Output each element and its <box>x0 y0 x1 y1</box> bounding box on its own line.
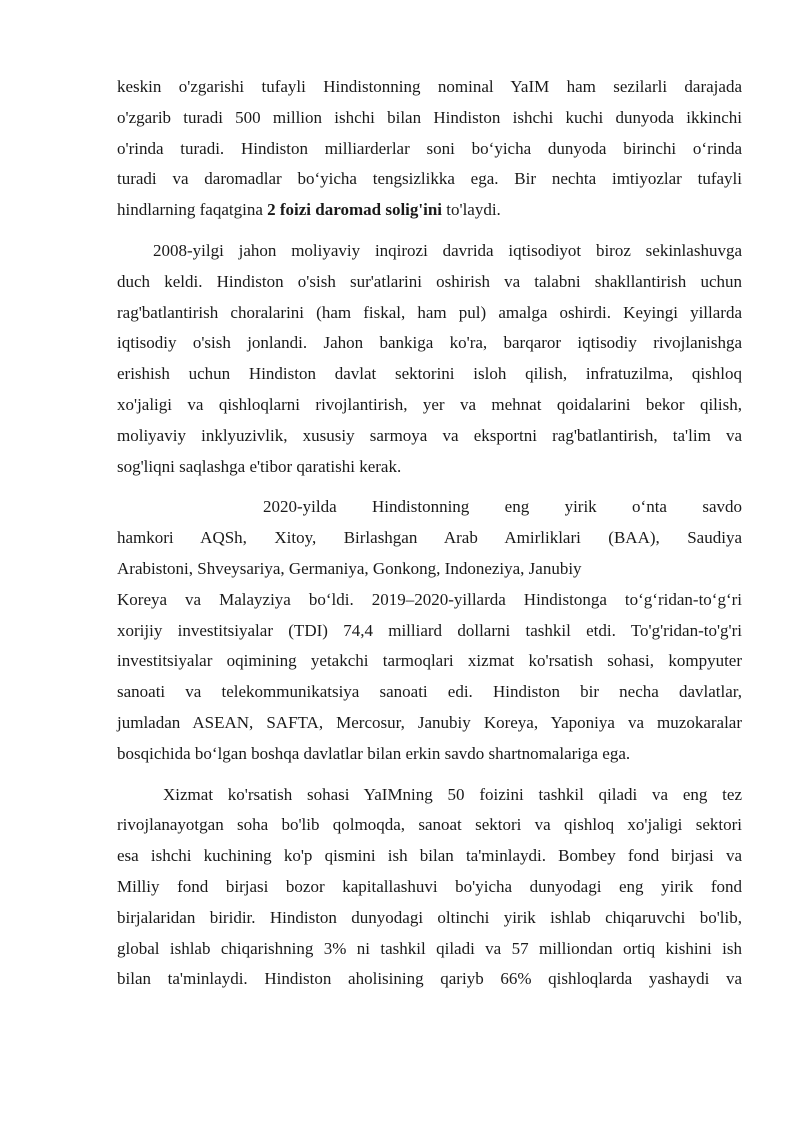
text-line: xo'jaligi va qishloqlarni rivojlantirish, yer va mehnat qoidalarini bekor qilish, <box>117 394 742 414</box>
document-body <box>117 72 742 1005</box>
text-line: investitsiyalar oqimining yetakchi tarmoqlari xizmat ko'rsatish sohasi, kompyuter <box>117 651 742 671</box>
bold-phrase: 2 foizi daromad solig'ini <box>267 200 443 220</box>
text-line: o'rinda turadi. Hindiston milliarderlar soni boʻyicha dunyoda birinchi oʻrinda <box>117 138 742 158</box>
text-line: Milliy fond birjasi bozor kapitallashuvi bo'yicha dunyodagi eng yirik fond <box>117 876 742 896</box>
text-line: bosqichida boʻlgan boshqa davlatlar bilan erkin savdo shartnomalariga ega. <box>117 743 631 763</box>
text-line: xorijiy investitsiyalar (TDI) 74,4 milliard dollarni tashkil etdi. To'g'ridan-to'g'ri <box>117 620 742 640</box>
text-line: turadi va daromadlar boʻyicha tengsizlikka ega. Bir nechta imtiyozlar tufayli <box>117 169 742 189</box>
text-segment: hindlarning faqatgina <box>117 200 268 220</box>
text-line: sog'liqni saqlashga e'tibor qaratishi kerak. <box>117 456 402 476</box>
text-line: sanoati va telekommunikatsiya sanoati edi. Hindiston bir necha davlatlar, <box>117 682 742 702</box>
text-line: rivojlanayotgan soha bo'lib qolmoqda, sanoat sektori va qishloq xo'jaligi sektori <box>117 815 742 835</box>
text-line: erishish uchun Hindiston davlat sektorini isloh qilish, infratuzilma, qishloq <box>117 364 742 384</box>
text-line: moliyaviy inklyuzivlik, xususiy sarmoya va eksportni rag'batlantirish, ta'lim va <box>117 425 742 445</box>
text-line <box>117 195 742 226</box>
text-line: 2020-yilda Hindistonning eng yirik oʻnta savdo <box>263 497 742 517</box>
text-segment: to'laydi. <box>442 200 501 220</box>
text-line: hamkori AQSh, Xitoy, Birlashgan Arab Amirliklari (BAA), Saudiya <box>117 528 742 548</box>
text-line: Koreya va Malayziya boʻldi. 2019–2020-yillarda Hindistonga toʻgʻridan-toʻgʻri <box>117 589 742 609</box>
text-line: Xizmat ko'rsatish sohasi YaIMning 50 foizini tashkil qiladi va eng tez <box>163 784 742 804</box>
text-line: rag'batlantirish choralarini (ham fiskal, ham pul) amalga oshirdi. Keyingi yillarda <box>117 302 742 322</box>
text-line: keskin o'zgarishi tufayli Hindistonning nominal YaIM ham sezilarli darajada <box>117 77 742 96</box>
text-line: 2008-yilgi jahon moliyaviy inqirozi davrida iqtisodiyot biroz sekinlashuvga <box>153 240 742 260</box>
text-line: birjalaridan biridir. Hindiston dunyodagi oltinchi yirik ishlab chiqaruvchi bo'lib, <box>117 907 742 927</box>
paragraph-2 <box>117 236 742 482</box>
text-line: duch keldi. Hindiston o'sish sur'atlarini oshirish va talabni shakllantirish uchun <box>117 271 742 291</box>
text-line: Arabistoni, Shveysariya, Germaniya, Gonkong, Indoneziya, Janubiy <box>117 558 582 578</box>
paragraph-4 <box>117 780 742 996</box>
paragraph-3 <box>117 492 742 769</box>
text-line: bilan ta'minlaydi. Hindiston aholisining qariyb 66% qishloqlarda yashaydi va <box>117 969 742 989</box>
text-line: jumladan ASEAN, SAFTA, Mercosur, Janubiy Koreya, Yaponiya va muzokaralar <box>117 712 742 732</box>
paragraph-1 <box>117 72 742 226</box>
text-line: iqtisodiy o'sish jonlandi. Jahon bankiga ko'ra, barqaror iqtisodiy rivojlanishga <box>117 333 742 353</box>
text-line: global ishlab chiqarishning 3% ni tashkil qiladi va 57 milliondan ortiq kishini ish <box>117 938 742 958</box>
text-line: o'zgarib turadi 500 million ishchi bilan Hindiston ishchi kuchi dunyoda ikkinchi <box>117 107 742 127</box>
text-line: esa ishchi kuchining ko'p qismini ish bilan ta'minlaydi. Bombey fond birjasi va <box>117 846 742 866</box>
